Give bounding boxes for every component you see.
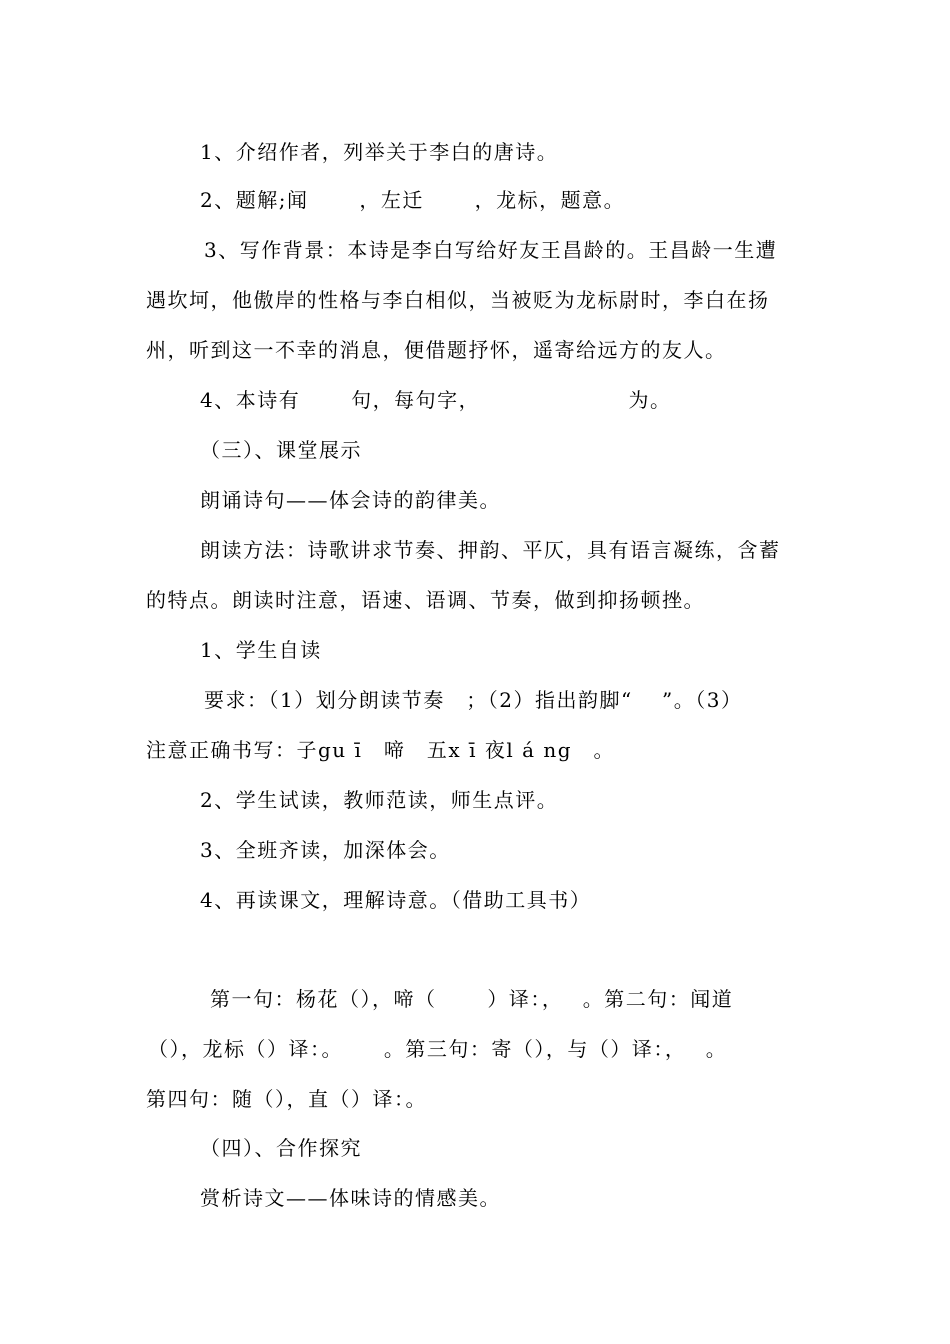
section-heading-classroom-display: （三）、课堂展示	[200, 438, 362, 462]
text-line-class-read: 3、全班齐读，加深体会。	[200, 838, 451, 862]
text-line-appreciate: 赏析诗文——体味诗的情感美。	[200, 1186, 501, 1210]
text-line-sentence-four: 第四句：随（），直（）译：。	[146, 1087, 427, 1111]
text-line-title-explain: 2、题解;闻 ，左迁 ，龙标，题意。	[200, 188, 626, 212]
text-line-trial-read: 2、学生试读，教师范读，师生点评。	[200, 788, 559, 812]
text-line-reread: 4、再读课文，理解诗意。（借助工具书）	[200, 888, 592, 912]
text-line-sentence-two-three: （），龙标（）译：。 。第三句：寄（），与（）译：， 。	[148, 1037, 728, 1061]
text-line-intro-author: 1、介绍作者，列举关于李白的唐诗。	[200, 140, 559, 164]
text-line-poem-form: 4、本诗有 句，每句字， 为。	[200, 388, 672, 412]
section-heading-cooperative-inquiry: （四）、合作探究	[200, 1136, 362, 1160]
text-line-background-cont1: 遇坎坷，他傲岸的性格与李白相似，当被贬为龙标尉时，李白在扬	[146, 288, 770, 312]
text-line-background: 3、写作背景：本诗是李白写给好友王昌龄的。王昌龄一生遭	[204, 238, 778, 262]
text-line-background-cont2: 州，听到这一不幸的消息，便借题抒怀，遥寄给远方的友人。	[146, 338, 727, 362]
text-line-reading-method-cont: 的特点。朗读时注意，语速、语调、节奏，做到抑扬顿挫。	[146, 588, 705, 612]
text-line-sentence-one: 第一句：杨花（），啼（ ）译：， 。第二句：闻道	[210, 987, 734, 1011]
text-line-recite: 朗诵诗句——体会诗的韵律美。	[200, 488, 501, 512]
text-line-requirements: 要求：（1）划分朗读节奏 ；（2）指出韵脚“ ”。（3）	[204, 688, 743, 712]
text-line-self-read: 1、学生自读	[200, 638, 322, 662]
text-line-reading-method: 朗读方法：诗歌讲求节奏、押韵、平仄，具有语言凝练，含蓄	[200, 538, 781, 562]
text-line-requirements-cont: 注意正确书写：子gu ī 啼 五x ī 夜l á ng 。	[146, 738, 616, 762]
